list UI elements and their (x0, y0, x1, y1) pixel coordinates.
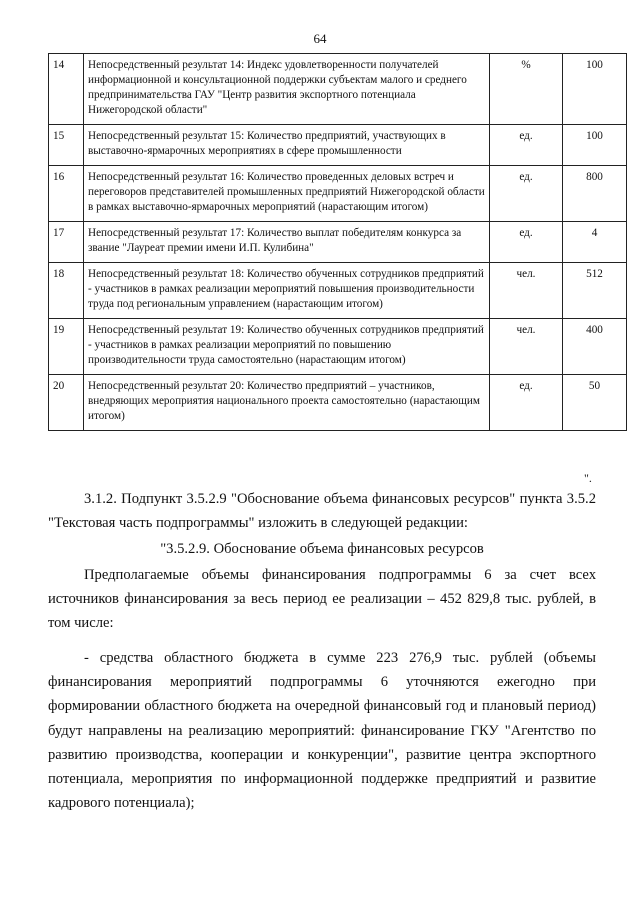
table-row (49, 125, 627, 166)
result-name-cell: Непосредственный результат 18: Количество обученных сотрудников предприятий - участников в рамках реализации мероприятий повышения производительности труда под региональным управлением (нарастающим итогом) (84, 263, 490, 319)
value-cell: 400 (563, 319, 627, 375)
regional-budget-paragraph: - средства областного бюджета в сумме 223 276,9 тыс. рублей (объемы финансирования мероприятий подпрограммы 6 уточняются ежегодно при формировании областного бюджета на очередной финансовый год и плановый период) будут направлены на реализацию мероприятий: финансирование ГКУ "Агентство по развитию производства, кооперации и конкуренции", развитие центра экспортного потенциала, мероприятия по информационной поддержке предприятий и развитие кадрового потенциала); (48, 650, 596, 812)
unit-cell: ед. (490, 166, 563, 222)
table-row (49, 222, 627, 263)
table-row (49, 319, 627, 375)
closing-quote: ". (584, 471, 592, 485)
table-row (49, 375, 627, 431)
value-cell: 100 (563, 54, 627, 125)
row-number-cell: 14 (49, 54, 84, 125)
row-number-cell: 19 (49, 319, 84, 375)
unit-cell: % (490, 54, 563, 125)
table-row (49, 54, 627, 125)
value-cell: 512 (563, 263, 627, 319)
result-name-cell: Непосредственный результат 15: Количество предприятий, участвующих в выставочно-ярмарочных мероприятиях в сфере промышленности (84, 125, 490, 166)
results-table (48, 53, 627, 431)
result-name-cell: Непосредственный результат 14: Индекс удовлетворенности получателей информационной и консультационной поддержки субъектам малого и среднего предпринимательства ГАУ "Центр развития экспортного потенциала Нижегородской области" (84, 54, 490, 125)
row-number-cell: 20 (49, 375, 84, 431)
page-number: 64 (313, 31, 327, 46)
value-cell: 100 (563, 125, 627, 166)
unit-cell: ед. (490, 222, 563, 263)
value-cell: 4 (563, 222, 627, 263)
unit-cell: ед. (490, 375, 563, 431)
result-name-cell: Непосредственный результат 20: Количество предприятий – участников, внедряющих мероприятия национального проекта самостоятельно (нарастающим итогом) (84, 375, 490, 431)
financing-total-paragraph: Предполагаемые объемы финансирования подпрограммы 6 за счет всех источников финансирования за весь период ее реализации – 452 829,8 тыс. рублей, в том числе: (48, 567, 596, 632)
unit-cell: чел. (490, 319, 563, 375)
table-row (49, 263, 627, 319)
row-number-cell: 18 (49, 263, 84, 319)
row-number-cell: 15 (49, 125, 84, 166)
amendment-paragraph: 3.1.2. Подпункт 3.5.2.9 "Обоснование объема финансовых ресурсов" пункта 3.5.2 "Текстовая часть подпрограммы" изложить в следующей редакции: (48, 491, 596, 532)
unit-cell: чел. (490, 263, 563, 319)
value-cell: 800 (563, 166, 627, 222)
results-table-body (49, 54, 627, 431)
result-name-cell: Непосредственный результат 17: Количество выплат победителям конкурса за звание "Лауреат премии имени И.П. Кулибина" (84, 222, 490, 263)
result-name-cell: Непосредственный результат 16: Количество проведенных деловых встреч и переговоров представителей промышленных предприятий Нижегородской области в рамках выставочно-ярмарочных мероприятий (нарастающим итогом) (84, 166, 490, 222)
row-number-cell: 17 (49, 222, 84, 263)
value-cell: 50 (563, 375, 627, 431)
unit-cell: ед. (490, 125, 563, 166)
table-row (49, 166, 627, 222)
result-name-cell: Непосредственный результат 19: Количество обученных сотрудников предприятий - участников в рамках реализации мероприятий по повышению производительности труда самостоятельно (нарастающим итогом) (84, 319, 490, 375)
section-heading: "3.5.2.9. Обоснование объема финансовых ресурсов (160, 541, 484, 557)
row-number-cell: 16 (49, 166, 84, 222)
